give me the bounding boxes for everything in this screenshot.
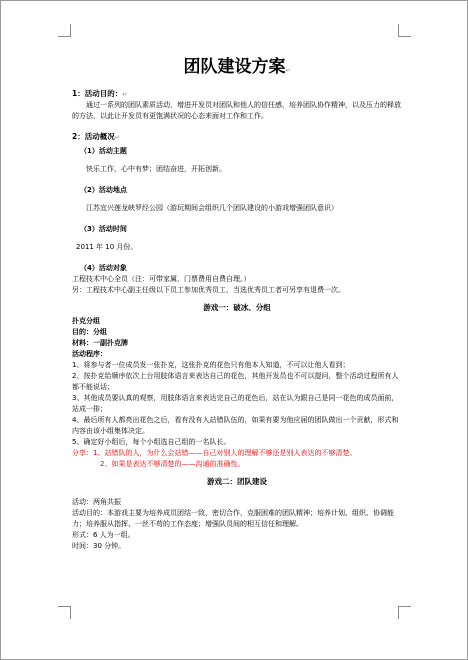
game-2-time: 时间：30 分钟。 (72, 542, 126, 550)
crop-mark-top-right (398, 24, 411, 37)
document-body[interactable] (72, 54, 402, 552)
game-1-goal: 目的：分组 (72, 328, 107, 336)
section-2-heading: 2：活动概况↵ (72, 132, 120, 141)
note-text: 另：工程技术中心副主任级以下员工参加优秀员工，当选优秀员工者可另享有退费一次。 (72, 286, 345, 294)
game-1-name: 扑克分组 (72, 317, 100, 325)
paragraph-mark-icon: ↵ (114, 134, 120, 141)
game-2-name: 活动：两角共振 (72, 498, 121, 506)
game-1-step: 5、确定好小组后，每个小组选自己组的一名队长。 (72, 438, 231, 446)
crop-mark-bottom-left (58, 606, 71, 619)
crop-mark-bottom-right (398, 606, 411, 619)
section-1-body: 通过一系列的团队素质活动，增进开发员对团队和他人的信任感，培养团队协作精神，以及压力的释放的方法，以此让开发员有更饱满状况的心态来面对工作和工作。 (72, 101, 401, 120)
document-title: 团队建设方案↵ (183, 57, 291, 77)
subsection-3-heading: （3）活动时间 (80, 225, 127, 233)
paragraph-mark-icon: ↵ (122, 91, 128, 98)
subsection-2-heading: （2）活动地点 (80, 186, 127, 194)
game-1-share-2: 2、如果是表达不够清楚的——沟通的准确性。 (100, 460, 245, 468)
game-2-heading: 游戏二：团队建设 (207, 477, 267, 486)
subsection-2-body: 江苏宜兴莲龙峡罗经公园（游玩期间会组织几个团队建设的小游戏增强团队意识） (86, 204, 338, 212)
game-1-procedure-label: 活动程序： (72, 350, 107, 358)
subsection-1-body: 快乐工作，心中有梦；团结奋进，开拓创新。 (86, 165, 226, 173)
subsection-4-body: 工程技术中心全员（注：可带家属，门票费用自费自理。） (72, 275, 251, 283)
game-1-step: 2、按扑克给顺序依次上台用肢体语言来表达自己的花色，其他开发员也不可以提问，整个活动过程所有人都不能说话； (72, 372, 399, 391)
subsection-4-heading: （4）活动对象 (80, 264, 127, 272)
crop-mark-top-left (58, 24, 71, 37)
game-1-share-1: 分享：1、站错队的人，为什么会站错——自己对别人的理解不够还是别人表达的不够清楚。 (72, 449, 357, 457)
subsection-3-body: 2011 年 10 月份。 (76, 243, 138, 251)
return-arrow-icon: ↵ (285, 67, 291, 74)
section-1-heading: 1：活动目的：↵ (72, 89, 128, 98)
game-1-step: 3、其他成员要认真的观察，用肢体语言来表达完自己的花色后，站在认为跟自己是同一花色的成员面前，站成一排； (72, 394, 399, 413)
game-1-heading: 游戏一：破冰、分组 (203, 303, 271, 312)
game-2-goal: 活动目的：本游戏主要为培养成员团结一致，密切合作，克服困难的团队精神；培养计划、组织、协调能力；培养服从指挥、一丝不苟的工作态度；增强队员间的相互信任和理解。 (72, 509, 394, 528)
game-2-form: 形式：6 人为一组。 (72, 531, 135, 539)
game-1-step: 1、将参与者一位成员发一张扑克，这张扑克的花色只有他本人知道，不可以让他人看到； (72, 361, 350, 369)
subsection-1-heading: （1）活动主题 (80, 147, 127, 155)
game-1-step: 4、最后所有人都亮出花色之后，看有没有人站错队伍的，如果有要为他应届的团队做出一个贡献，形式和内容由该小组集体决定。 (72, 416, 399, 435)
game-1-materials: 材料：一副扑克牌 (72, 339, 128, 347)
